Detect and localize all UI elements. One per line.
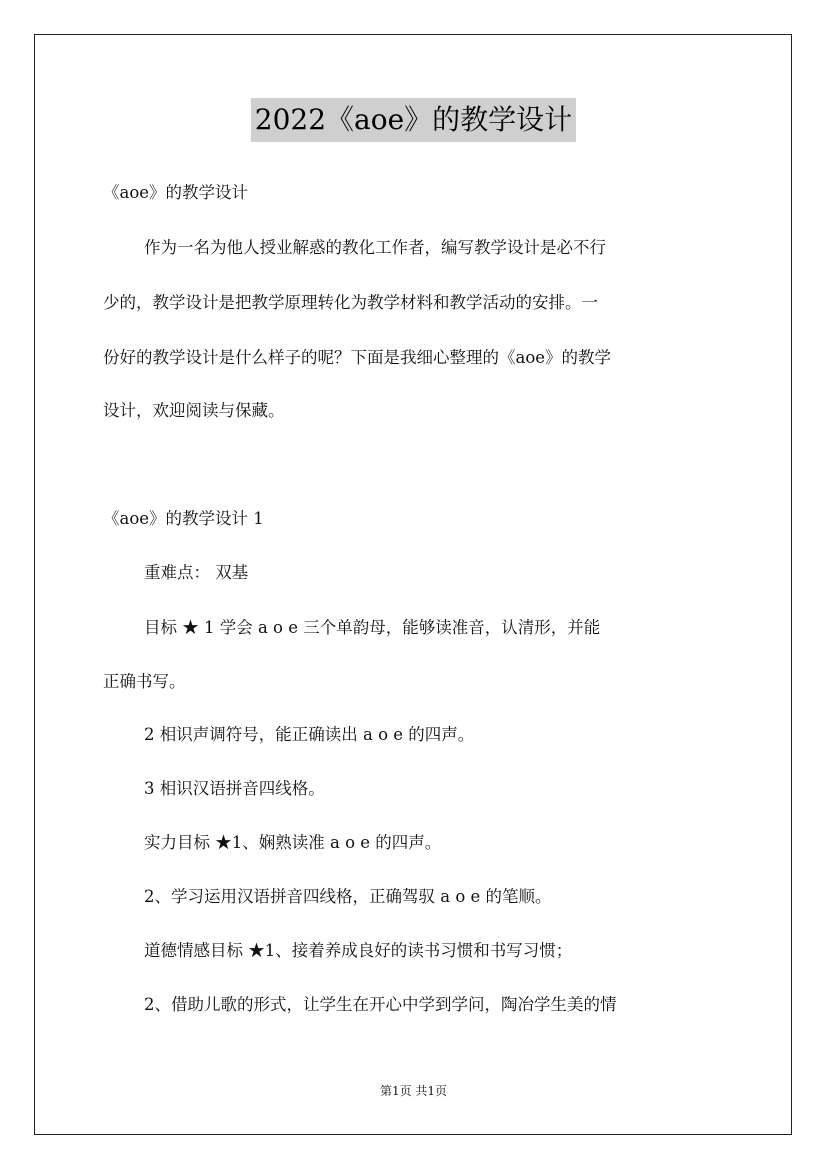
paragraph-line: 设计，欢迎阅读与保藏。	[103, 401, 285, 420]
paragraph-line: 重难点： 双基	[144, 563, 249, 582]
paragraph-line: 2、学习运用汉语拼音四线格，正确驾驭 a o e 的笔顺。	[144, 887, 552, 906]
paragraph-line: 少的，教学设计是把教学原理转化为教学材料和教学活动的安排。一	[103, 293, 598, 312]
paragraph-line: 份好的教学设计是什么样子的呢？下面是我细心整理的《aoe》的教学	[103, 348, 612, 367]
subtitle-line: 《aoe》的教学设计	[103, 183, 249, 202]
paragraph-line: 道德情感目标 ★1、接着养成良好的读书习惯和书写习惯；	[144, 941, 573, 960]
paragraph-line: 2 相识声调符号，能正确读出 a o e 的四声。	[144, 725, 475, 744]
paragraph-line: 实力目标 ★1、娴熟读准 a o e 的四声。	[144, 833, 442, 852]
document-title-wrap	[0, 98, 827, 142]
section-heading: 《aoe》的教学设计 1	[103, 509, 264, 528]
page-footer: 第1页 共1页	[379, 1084, 448, 1098]
paragraph-line: 作为一名为他人授业解惑的教化工作者，编写教学设计是必不行	[144, 238, 606, 257]
paragraph-line: 目标 ★ 1 学会 a o e 三个单韵母，能够读准音，认清形，并能	[144, 618, 601, 637]
paragraph-line: 正确书写。	[103, 672, 186, 691]
paragraph-line: 2、借助儿歌的形式，让学生在开心中学到学问，陶冶学生美的情	[144, 995, 617, 1014]
document-title: 2022《aoe》的教学设计	[251, 98, 576, 142]
paragraph-line: 3 相识汉语拼音四线格。	[144, 779, 325, 798]
